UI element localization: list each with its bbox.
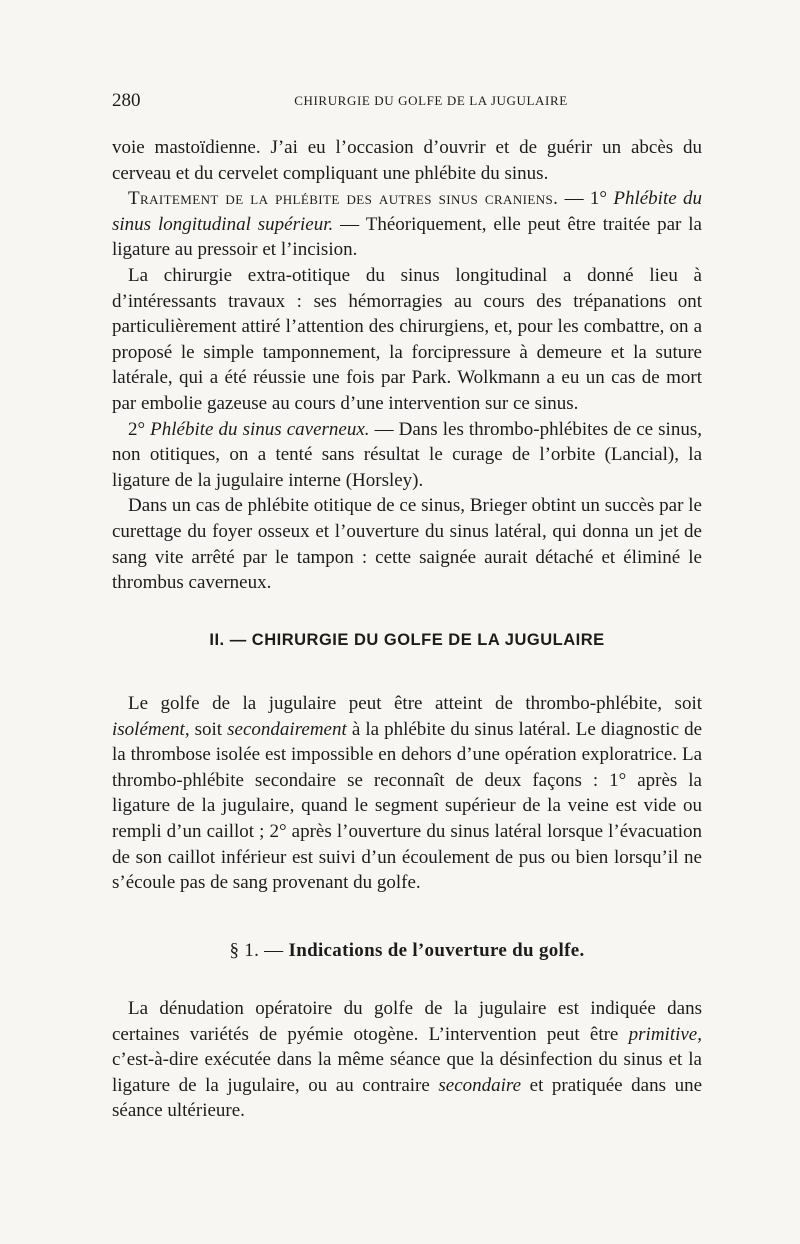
inline-text: , c’est-à-dire exécutée dans la même séance que la désinfection du sinus et la ligature de la jugulaire, ou au contraire: [112, 1023, 702, 1096]
paragraph-golfe: [112, 691, 702, 896]
running-title: CHIRURGIE DU GOLFE DE LA JUGULAIRE: [294, 93, 568, 108]
inline-text: 2°: [128, 418, 151, 440]
inline-text: — 1°: [558, 188, 614, 210]
inline-text: , soit: [184, 718, 228, 740]
page-number: 280: [112, 90, 141, 111]
section-numeral: II.: [209, 631, 225, 649]
subsection-heading: [112, 940, 702, 962]
running-head: [112, 90, 700, 114]
italic-subheading: Phlébite du sinus longitudinal supérieur.: [112, 188, 702, 235]
inline-text: et pratiquée dans une séance ultérieure.: [112, 1074, 702, 1122]
italic-subheading: Phlébite du sinus caverneux.: [150, 418, 370, 440]
paragraph: Dans un cas de phlébite otitique de ce sinus, Brieger obtint un succès par le curettage du foyer osseux et l’ouverture du sinus latéral, qui donna un jet de sang vite arrêté par le tampon : cette saignée aurait détaché et éliminé le thrombus caverneux.: [112, 495, 702, 594]
paragraph-indications: [112, 996, 702, 1124]
section-title: CHIRURGIE DU GOLFE DE LA JUGULAIRE: [251, 631, 605, 649]
text-block-middle: [112, 691, 702, 896]
text-block-bottom: [112, 996, 702, 1124]
inline-text: La dénudation opératoire du golfe de la jugulaire est indiquée dans certaines variétés de pyémie otogène. L’intervention peut être: [112, 998, 702, 1045]
subsection-title: Indications de l’ouverture du golfe.: [288, 940, 585, 961]
paragraph-traitement: [112, 186, 702, 263]
inline-text: — Dans les thrombo-phlébites de ce sinus, non otitiques, on a tenté sans résultat le curage de l’orbite (Lancial), la ligature de la jugulaire interne (Horsley).: [112, 418, 702, 491]
inline-text: Le golfe de la jugulaire peut être atteint de thrombo-phlébite, soit: [128, 693, 702, 714]
italic-term: primitive: [628, 1023, 698, 1045]
small-caps-heading: Traitement de la phlébite des autres sinus craniens.: [128, 188, 559, 210]
section-heading: [112, 631, 702, 650]
paragraph: La chirurgie extra-otitique du sinus longitudinal a donné lieu à d’intéressants travaux : ses hémorragies au cours des trépanations ont particulièrement attiré l’attention des chirurgiens, et, pour les combattre, on a proposé le simple tamponnement, la forcipressure à demeure et la suture latérale, qui a été réussie une fois par Park. Wolkmann a eu un cas de mort par embolie gazeuse au cours d’une intervention sur ce sinus.: [112, 264, 702, 414]
section-dash: —: [224, 631, 252, 649]
paragraph-caverneux: [112, 417, 702, 494]
paragraph: voie mastoïdienne. J’ai eu l’occasion d’ouvrir et de guérir un abcès du cerveau et du cervelet compliquant une phlébite du sinus.: [112, 137, 702, 184]
text-block-top: [112, 135, 702, 596]
inline-text: à la phlébite du sinus latéral. Le diagnostic de la thrombose isolée est impossible en dehors d’une opération exploratrice. La thrombo-phlébite secondaire se reconnaît de deux façons : 1° après la ligature de la jugulaire, quand le segment supérieur de la veine est vide ou rempli d’un caillot ; 2° après l’ouverture du sinus latéral lorsque l’évacuation de son caillot inférieur est suivi d’un écoulement de pus ou bien lorsqu’il ne s’écoule pas de sang provenant du golfe.: [112, 718, 702, 894]
subsection-mark: § 1. —: [229, 940, 289, 961]
italic-term: secondaire: [438, 1074, 522, 1096]
italic-term: secondairement: [227, 718, 347, 740]
italic-term: isolément: [112, 718, 185, 740]
inline-text: — Théoriquement, elle peut être traitée par la ligature au pressoir et l’incision.: [112, 213, 702, 261]
